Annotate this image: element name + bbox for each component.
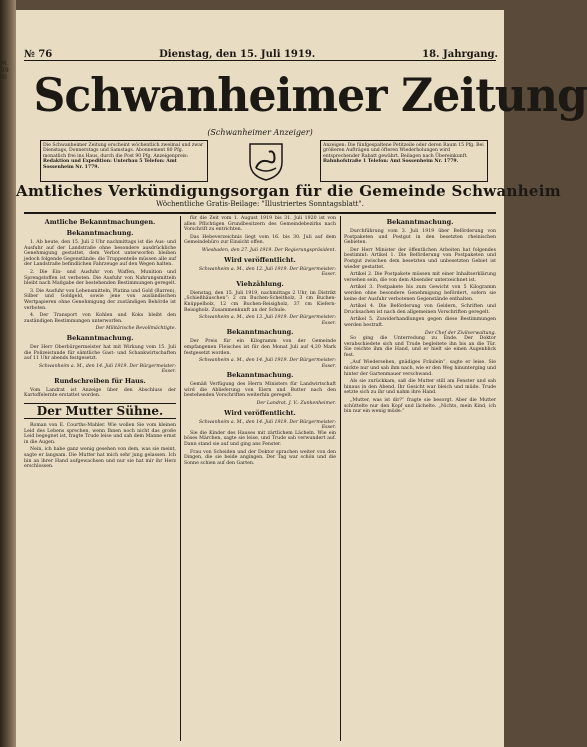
article-paragraph: Der Herr Oberbürgermeister hat mit Wirkung vom 15. Juli die Polizeistunde für sämtliche Gast- und Schankwirtschaften auf 11 Uhr abends festgesetzt. <box>24 344 176 362</box>
weekly-supplement-line: Wöchentliche Gratis-Beilage: "Illustriertes Sonntagsblatt". <box>156 200 364 208</box>
subscription-info-box <box>40 140 208 182</box>
article-heading: Amtliche Bekanntmachungen. <box>44 218 156 226</box>
advertising-info-box <box>320 140 488 182</box>
subscription-text: Die Schwanheimer Zeitung erscheint wöchentlich zweimal und zwar Dienstags, Donnerstags und Samstags. Abonnement 80 Pfg. monatlich frei ins Haus, durch die Post 90 Pfg. Anzeigenpreis: <box>43 143 204 159</box>
article-heading: Bekanntmachung. <box>226 371 294 380</box>
article-paragraph: Das Hebeverzeichnis liegt vom 16. bis 30. Juli auf dem Gemeindebüro zur Einsicht offen. <box>184 234 336 246</box>
article-paragraph: Der Preis für ein Kilogramm von der Gemeinde empfangenen Fleisches ist für den Monat Juli auf 4,20 Mark festgesetzt worden. <box>184 339 336 356</box>
article-heading: Wird veröffentlicht. <box>224 255 296 264</box>
article-signature: Der Militärische Bevollmächtigte. <box>95 326 176 332</box>
article-heading: Der Mutter Sühne. <box>24 403 176 419</box>
column-1 <box>24 216 176 741</box>
article-paragraph: Vom Landrat ist Anzeige über den Abschluss der Kartoffelernte erstattet worden. <box>24 387 176 399</box>
article-paragraph: Sie die Kinder des Hauses mit zärtlichem Lächeln. Wie ein böses Märchen, sagte sie leise, und Trude sah verwundert auf. Dann stand sie auf und ging ans Fenster. <box>184 430 336 448</box>
article-paragraph: Frau von Scheiden und der Doktor sprachen weiter von den Dingen, die sie beide angingen. Der Tag war schön und die Sonne schien auf den Garten. <box>184 449 336 466</box>
article-signature: Schwanheim a. M., den 13. Juli 1919. Der Bürgermeister: Esser. <box>198 315 336 326</box>
article-paragraph: Artikel 5. Zuwiderhandlungen gegen diese Bestimmungen werden bestraft. <box>344 317 496 328</box>
masthead-title: Schwanheimer Zeitung <box>33 68 587 122</box>
article-heading: Wird veröffentlicht. <box>224 408 296 417</box>
masthead-subtitle: (Schwanheimer Anzeiger) <box>207 128 313 137</box>
issue-number: № 76 <box>24 49 53 60</box>
article-heading: Rundschreiben für Haus. <box>54 376 146 385</box>
article-paragraph: Artikel 3. Postpakete bis zum Gewicht von 5 Kilogramm werden ohne besondere Genehmigung befördert, sofern sie keine der Ausfuhr verbotenen Gegenstände enthalten. <box>344 285 496 302</box>
issue-date: Dienstag, den 15. Juli 1919. <box>159 49 316 60</box>
article-signature: Der Landrat. J. V.: Zunkenheimer. <box>256 401 336 407</box>
book-binding <box>0 0 16 747</box>
swan-crest-icon <box>242 140 290 182</box>
article-paragraph: für die Zeit vom 1. August 1919 bis 31. Juli 1920 ist von allen Pflichtigen Grundbesitzern des Gemeindebezirks nach Vorschrift zu entrichten. <box>184 216 336 233</box>
newspaper-page <box>16 10 587 747</box>
article-paragraph: Artikel 4. Die Beförderung von Geldern, Schriften und Drucksachen ist nach den allgemeinen Vorschriften geregelt. <box>344 304 496 315</box>
column-3 <box>344 216 496 741</box>
subscription-footer: Redaktion und Expedition: Unterbau 5 Telefon: Amt Sossenheim Nr. 1779. <box>43 159 177 170</box>
advertising-text: Anzeigen: Die fünfgespaltene Petitzeile oder deren Raum 15 Pfg. Bei größeren Aufträgen und öfteren Wiederholungen wird entsprechender Rabatt gewährt. Beilagen nach Übereinkunft. <box>323 143 484 159</box>
article-paragraph: 3. Die Ausfuhr von Lebensmitteln, Platina und Gold (Barren), Silber und Goldgeld, sowie jene von ausländischen Wertpapieren ohne Genehmigung der zuständigen Behörde ist verboten. <box>24 288 176 311</box>
article-paragraph: Gemäß Verfügung des Herrn Ministers für Landwirtschaft wird die Ablieferung von Eiern und Butter nach den bestehenden Vorschriften weiterhin geregelt. <box>184 382 336 399</box>
article-paragraph: Nein, ich habe ganz wenig gesehen von dem, was sie meint, sagte er langsam. Die Mutter hat mich sehr jung gelassen. Ich bin an ihrer Hand aufgewachsen und nur sie hat mir ihr Herz erschlossen. <box>24 447 176 470</box>
article-heading: Bekanntmachung. <box>66 333 134 342</box>
article-paragraph: „Auf Wiedersehen, gnädiges Fräulein“, sagte er leise. Sie nickte nur und sah ihm nach, wie er den Weg hinunterging und hinter der Gartenmauer verschwand. <box>344 360 496 377</box>
advertising-footer: Bahnhofstraße 1 Telefon: Amt Sossenheim Nr. 1779. <box>323 159 459 165</box>
article-paragraph: So ging die Unterredung zu Ende. Der Doktor verabschiedete sich und Trude begleitete ihn bis an die Tür. Sie reichte ihm die Hand, und er hielt sie einen Augenblick fest. <box>344 336 496 358</box>
article-paragraph: Dienstag, den 15. Juli 1919, nachmittags 2 Uhr, im Distrikt „Schießhäuschen“: 2 cm Buchen-Scheitholz, 3 cm Buchen-Knüppelholz, 12 cm Buchen-Reisigholz, 37 cm Kiefern-Reisigholz. Zusammenkunft an der Schule. <box>184 290 336 313</box>
article-signature: Wiesbaden, den 27. Juli 1919. Der Regierungspräsident. <box>201 247 336 253</box>
issue-volume: 18. Jahrgang. <box>422 49 498 60</box>
article-paragraph: 4. Der Transport von Kohlen und Koks bleibt den zuständigen Bestimmungen unterworfen. <box>24 313 176 324</box>
article-signature: Der Chef der Zivilverwaltung. <box>424 330 496 336</box>
article-paragraph: 1. Ab heute, den 15. Juli 2 Uhr nachmittags ist die Aus- und Ausfuhr auf der Landstraße ohne besondere ausdrückliche Genehmigung gestattet, dem Verbot unterworfen bleiben jedoch folgende Gegenstände: die Truppenteile müssen alle auf der Landstraße befindlichen Fahrzeuge auf den Wegen halten. <box>24 240 176 268</box>
article-paragraph: Als sie zurückkam, saß die Mutter still am Fenster und sah hinaus in den Abend. Ihr Gesicht war bleich und müde. Trude setzte sich zu ihr und nahm ihre Hand. <box>344 379 496 396</box>
article-signature: Schwanheim a. M., den 14. Juli 1919. Der Bürgermeister: Esser. <box>38 363 176 375</box>
article-paragraph: Roman von E. Courths-Mahler. Wie wollen Sie vom kleinen Leid des Lebens sprechen, wenn Ihnen noch nicht das große Leid begegnet ist, fragte Trude leise und sah dem Manne ernst in die Augen. <box>24 423 176 445</box>
official-gazette-line: Amtliches Verkündigungsorgan für die Gemeinde Schwanheim <box>16 182 561 200</box>
divider <box>24 212 496 214</box>
issue-line <box>24 46 498 60</box>
article-paragraph: Der Herr Minister der öffentlichen Arbeiten hat folgendes bestimmt: Artikel 1. Die Beförderung von Postpaketen und Postgut zwischen dem besetzten und unbesetzten Gebiet ist wieder gestattet. <box>344 247 496 270</box>
article-paragraph: Artikel 2. Die Postpakete müssen mit einer Inhaltserklärung versehen sein, die von dem Absender unterzeichnet ist. <box>344 272 496 283</box>
column-divider <box>340 216 341 741</box>
column-2 <box>184 216 336 741</box>
column-divider <box>180 216 181 741</box>
article-signature: Schwanheim a. M., den 12. Juli 1919. Der Bürgermeister: Esser. <box>198 266 336 278</box>
article-heading: Bekanntmachung. <box>226 328 294 337</box>
article-paragraph: „Mutter, was ist dir?“ fragte sie besorgt. Aber die Mutter schüttelte nur den Kopf und lächelte. „Nichts, mein Kind, ich bin nur ein wenig müde.“ <box>344 398 496 415</box>
article-paragraph: 2. Die Ein- und Ausfuhr von Waffen, Munition und Sprengstoffen ist verboten. Die Ausfuhr von Nahrungsmitteln bleibt nach Maßgabe der bestehenden Bestimmungen geregelt. <box>24 269 176 287</box>
article-heading: Bekanntmachung. <box>66 229 134 237</box>
article-signature: Schwanheim a. M., den 14. Juli 1919. Der Bürgermeister: Esser. <box>198 419 336 431</box>
article-heading: Viehzählung. <box>236 279 284 288</box>
article-heading: Bekanntmachung. <box>386 218 454 226</box>
article-paragraph: Durchführung vom 3. Juli 1919 über Beförderung von Postpaketen und Postgut in den besetzten rheinischen Gebieten. <box>344 229 496 246</box>
article-signature: Schwanheim a. M., den 14. Juli 1919. Der Bürgermeister: Esser. <box>198 358 336 369</box>
adjacent-page-fragment: M. 59 Bi <box>1 60 9 81</box>
